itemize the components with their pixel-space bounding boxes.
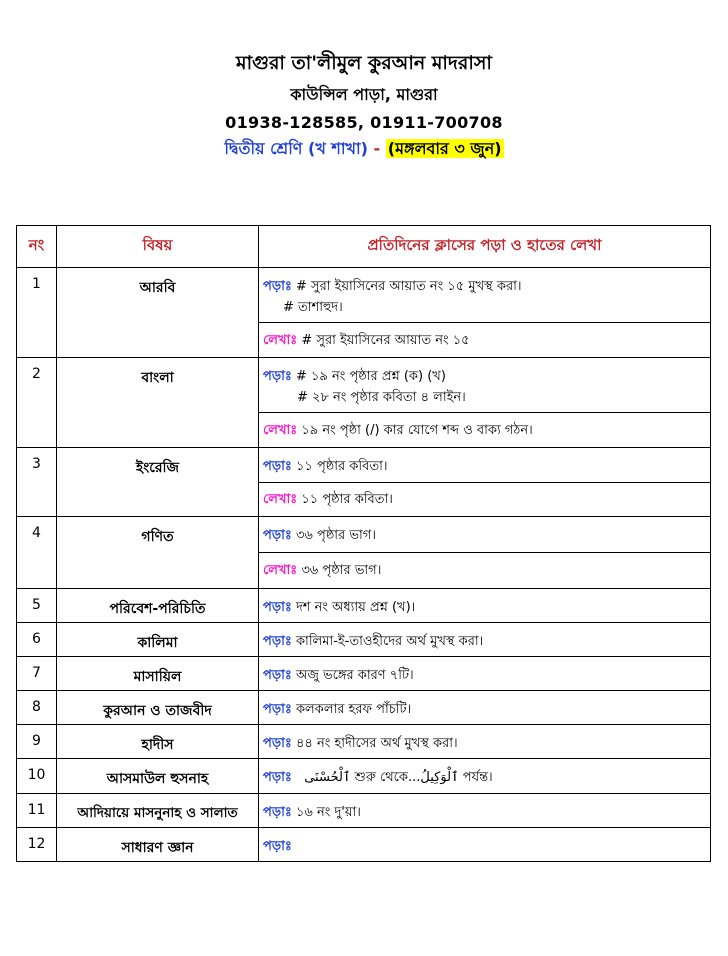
arabic-end: ٱلْوَكِيلُ	[420, 770, 459, 785]
write-label: লেখাঃ	[263, 563, 298, 578]
table-row	[17, 691, 711, 725]
read-label: পড়াঃ	[263, 805, 292, 820]
read-label: পড়াঃ	[263, 459, 292, 474]
row-number: 6	[17, 623, 57, 657]
row-subject: সাধারণ জ্ঞান	[57, 828, 259, 862]
read-cell	[259, 448, 711, 483]
routine-table	[16, 225, 711, 862]
write-label: লেখাঃ	[263, 332, 298, 348]
read-text: কলকলার হরফ পাঁচটি।	[295, 702, 412, 717]
read-cell	[259, 623, 711, 657]
table-row	[17, 517, 711, 553]
row-number: 4	[17, 517, 57, 589]
read-text: # ১৯ নং পৃষ্ঠার প্রশ্ন (ক) (খ)	[295, 369, 446, 384]
row-number: 1	[17, 268, 57, 358]
arabic-start: ٱلْحُسْنَى	[304, 770, 351, 785]
read-text-mid: শুরু থেকে...	[350, 770, 421, 785]
read-label: পড়াঃ	[263, 528, 292, 543]
table-row	[17, 657, 711, 691]
table-row	[17, 589, 711, 623]
read-text-end: পর্যন্ত।	[458, 770, 493, 785]
read-cell	[259, 691, 711, 725]
col-header-subject: বিষয়	[57, 226, 259, 268]
row-subject: আরবি	[57, 268, 259, 358]
write-label: লেখাঃ	[263, 492, 298, 507]
row-subject: কুরআন ও তাজবীদ	[57, 691, 259, 725]
read-text: ১১ পৃষ্ঠার কবিতা।	[295, 459, 388, 474]
table-row	[17, 623, 711, 657]
read-text-2: # ২৮ নং পৃষ্ঠার কবিতা ৪ লাইন।	[297, 390, 466, 405]
write-text: ১১ পৃষ্ঠার কবিতা।	[301, 492, 393, 507]
row-subject: মাসায়িল	[57, 657, 259, 691]
write-cell	[259, 483, 711, 517]
read-text: দশ নং অধ্যায় প্রশ্ন (খ)।	[295, 600, 416, 615]
day-label: (মঙ্গলবার ৩ জুন)	[387, 139, 502, 158]
read-text: অজু ভঙ্গের কারণ ৭টি।	[295, 668, 414, 683]
table-row	[17, 448, 711, 483]
read-label: পড়াঃ	[263, 702, 292, 717]
read-text: # সুরা ইয়াসিনের আয়াত নং ১৫ মুখস্থ করা।	[295, 279, 522, 294]
row-subject: ইংরেজি	[57, 448, 259, 517]
class-line	[0, 138, 728, 160]
row-number: 2	[17, 358, 57, 448]
row-number: 7	[17, 657, 57, 691]
read-cell	[259, 759, 711, 794]
class-label: দ্বিতীয় শ্রেণি (খ শাখা)	[224, 139, 368, 158]
read-text: ৩৬ পৃষ্ঠার ভাগ।	[295, 528, 376, 543]
table-row	[17, 725, 711, 759]
row-number: 3	[17, 448, 57, 517]
row-number: 12	[17, 828, 57, 862]
read-text-2: # তাশাহুদ।	[283, 300, 343, 315]
row-number: 10	[17, 759, 57, 794]
read-label: পড়াঃ	[263, 369, 292, 384]
read-text: ১৬ নং দু'য়া।	[295, 805, 361, 820]
row-number: 8	[17, 691, 57, 725]
read-cell	[259, 828, 711, 862]
col-header-number: নং	[17, 226, 57, 268]
col-header-lesson: প্রতিদিনের ক্লাসের পড়া ও হাতের লেখা	[259, 226, 711, 268]
row-subject: গণিত	[57, 517, 259, 589]
read-label: পড়াঃ	[263, 736, 292, 751]
read-cell	[259, 589, 711, 623]
read-text: ৪৪ নং হাদীসের অর্থ মুখস্থ করা।	[295, 736, 458, 751]
row-number: 11	[17, 794, 57, 828]
row-subject: হাদীস	[57, 725, 259, 759]
table-row	[17, 358, 711, 413]
table-row	[17, 828, 711, 862]
write-cell	[259, 413, 711, 448]
write-cell	[259, 323, 711, 358]
write-text: ৩৬ পৃষ্ঠার ভাগ।	[301, 563, 382, 578]
read-label: পড়াঃ	[263, 634, 292, 649]
row-number: 5	[17, 589, 57, 623]
row-subject: বাংলা	[57, 358, 259, 448]
read-cell	[259, 517, 711, 553]
read-cell	[259, 268, 711, 323]
row-subject: পরিবেশ-পরিচিতি	[57, 589, 259, 623]
read-label: পড়াঃ	[263, 279, 292, 294]
row-subject: আসমাউল হুসনাহ	[57, 759, 259, 794]
read-label: পড়াঃ	[263, 668, 292, 683]
table-row	[17, 794, 711, 828]
row-number: 9	[17, 725, 57, 759]
table-row	[17, 268, 711, 323]
read-label: পড়াঃ	[263, 600, 292, 615]
read-cell	[259, 794, 711, 828]
read-label: পড়াঃ	[263, 770, 292, 785]
read-cell	[259, 657, 711, 691]
header	[0, 52, 728, 160]
write-label: লেখাঃ	[263, 422, 298, 438]
read-label: পড়াঃ	[263, 839, 292, 854]
school-address: কাউন্সিল পাড়া, মাগুরা	[290, 85, 438, 104]
row-subject: আদিয়ায়ে মাসনুনাহ ও সালাত	[57, 794, 259, 828]
write-text: ১৯ নং পৃষ্ঠা (/) কার যোগে শব্দ ও বাক্য গঠন।	[301, 422, 533, 438]
write-text: # সুরা ইয়াসিনের আয়াত নং ১৫	[301, 332, 470, 348]
read-cell	[259, 358, 711, 413]
table-header-row	[17, 226, 711, 268]
school-name: মাগুরা তা'লীমুল কুরআন মাদরাসা	[236, 52, 492, 74]
read-cell	[259, 725, 711, 759]
read-text: কালিমা-ই-তাওহীদের অর্থ মুখস্থ করা।	[295, 634, 484, 649]
table-row	[17, 759, 711, 794]
write-cell	[259, 553, 711, 589]
class-separator: -	[367, 139, 386, 158]
phone-numbers: 01938-128585, 01911-700708	[225, 113, 503, 132]
row-subject: কালিমা	[57, 623, 259, 657]
